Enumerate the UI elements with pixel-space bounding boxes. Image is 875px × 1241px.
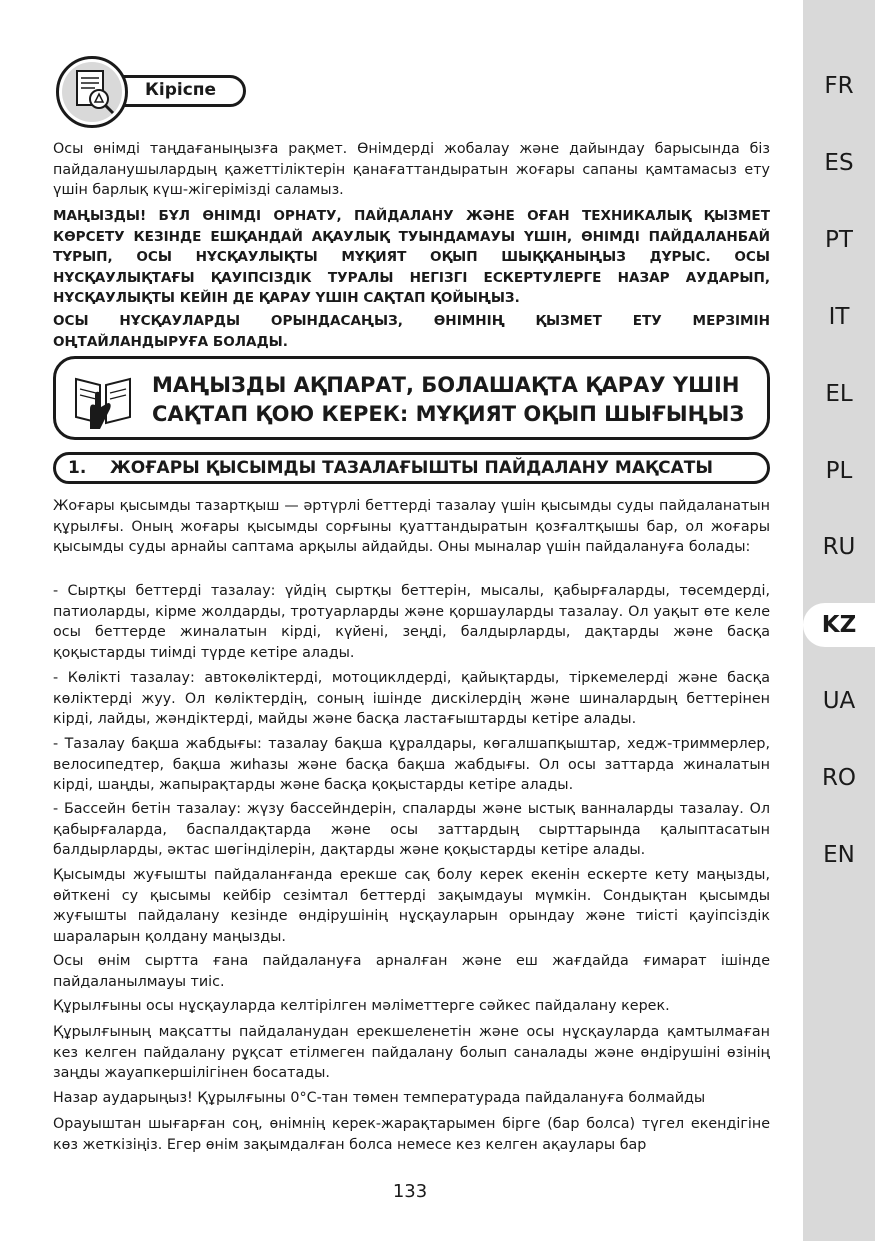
body-paragraph-3: - Көлікті тазалау: автокөліктерді, мотоциклдерді, қайықтарды, тіркемелерді және басқа көліктерді жуу. Ол көліктердің, соның ішінде дискілердің және шиналардың беттерінен кірді, лайды, жәндіктерді, майды және басқа ластағыштарды кетіре алады.: [53, 670, 770, 728]
body-paragraph-2: - Сыртқы беттерді тазалау: үйдің сыртқы беттерін, мысалы, қабырғаларды, төсемдерді, патиоларды, кірме жолдарды, тротуарларды және қоршауларды тазалау. Ол уақыт өте келе осы беттерде жиналатын кірді, күйені, зеңді, балдырларды, дақтарды және басқа қоқыстарды тиімді түрде кетіре алады.: [53, 583, 770, 661]
language-sidebar: [803, 0, 875, 1241]
important-info-banner: [53, 356, 770, 440]
lang-tab-el[interactable]: EL: [825, 381, 853, 407]
section-1-heading: [53, 452, 770, 484]
lang-tab-ua[interactable]: UA: [822, 688, 856, 714]
lang-tab-es[interactable]: ES: [824, 150, 854, 176]
intro-paragraph: Осы өнімді таңдағаныңызға рақмет. Өнімдерді жобалау және дайындау барысында біз пайдаланушылардың қажеттіліктерін қанағаттандыратын жоғары сапаны қамтамасыз ету үшін барлық күш-жігерімізді саламыз.: [53, 141, 770, 199]
important-notice: МАҢЫЗДЫ! БҰЛ ӨНІМДІ ОРНАТУ, ПАЙДАЛАНУ ЖӘНЕ ОҒАН ТЕХНИКАЛЫҚ ҚЫЗМЕТ КӨРСЕТУ КЕЗІНДЕ ЕШҚАНДАЙ АҚАУЛЫҚ ТУЫНДАМАУЫ ҮШІН, ӨНІМДІ ПАЙДАЛАНБАЙ ТҰРЫП, ОСЫ НҰСҚАУЛЫҚТЫ МҰҚИЯТ ОҚЫП ШЫҚҚАНЫҢЫЗ ДҰРЫС. ОСЫ НҰСҚАУЛЫҚТАҒЫ ҚАУІПСІЗДІК ТУРАЛЫ НЕГІЗГІ ЕСКЕРТУЛЕРГЕ НАЗАР АУДАРЫП, НҰСҚАУЛЫҚТЫ КЕЙІН ДЕ ҚАРАУ ҮШІН САҚТАП ҚОЙЫҢЫЗ.: [53, 208, 770, 307]
body-paragraph-5: - Бассейн бетін тазалау: жүзу бассейндерін, спаларды және ыстық ванналарды тазалау. Ол қабырғаларда, баспалдақтарда және осы заттардың сырттарында қалыптасатын балдырларды, әктас шөгінділерін, дақтарды және қоқыстарды кетіре алады.: [53, 801, 770, 859]
page-number: 133: [392, 1181, 428, 1202]
body-paragraph-9: Құрылғының мақсатты пайдаланудан ерекшеленетін және осы нұсқауларда қамтылмаған кез келген пайдалану рұқсат етілмеген пайдалану болып саналады және өндірушіні өзінің заңды жауапкершілігінен босатады.: [53, 1024, 770, 1082]
document-warning-icon: [56, 56, 128, 128]
body-paragraph-6: Қысымды жуғышты пайдаланғанда ерекше сақ болу керек екенін ескерте кету маңызды, өйткені су қысымы кейбір сезімтал беттерді зақымдауы мүмкін. Сондықтан қысымды жуғышты пайдалану кезінде өндірушінің нұсқауларын орындау және тиісті қауіпсіздік шараларын қолдану маңызды.: [53, 867, 770, 945]
lang-tab-ro[interactable]: RO: [821, 765, 857, 791]
lang-tab-ru[interactable]: RU: [822, 534, 856, 560]
service-life-notice: ОСЫ НҰСҚАУЛАРДЫ ОРЫНДАСАҢЫЗ, ӨНІМНІҢ ҚЫЗМЕТ ЕТУ МЕРЗІМІН ОҢТАЙЛАНДЫРУҒА БОЛАДЫ.: [53, 313, 770, 350]
body-paragraph-8: Құрылғыны осы нұсқауларда келтірілген мәліметтерге сәйкес пайдалану керек.: [53, 998, 670, 1014]
body-paragraph-4: - Тазалау бақша жабдығы: тазалау бақша құралдары, көгалшапқыштар, хедж-триммерлер, велосипедтер, бақша жиһазы және басқа бақша жабдығы. Ол осы заттарда жиналатын кірді, шаңды, жапырақтарды және басқа қоқыстарды кетіре алады.: [53, 736, 770, 794]
banner-line-2: САҚТАП ҚОЮ КЕРЕК: МҰҚИЯТ ОҚЫП ШЫҒЫҢЫЗ: [152, 402, 745, 426]
body-paragraph-1: Жоғары қысымды тазартқыш — әртүрлі беттерді тазалау үшін қысымды суды пайдаланатын құрылғы. Оның жоғары қысымды сорғыны қуаттандыратын қозғалтқышы бар, ол жоғары қысымды суды арнайы саптама арқылы айдайды. Оны мыналар үшін пайдалануға болады:: [53, 498, 770, 556]
banner-line-1: МАҢЫЗДЫ АҚПАРАТ, БОЛАШАҚТА ҚАРАУ ҮШІН: [152, 373, 740, 397]
lang-tab-fr[interactable]: FR: [824, 73, 854, 99]
section-1-title: 1. ЖОҒАРЫ ҚЫСЫМДЫ ТАЗАЛАҒЫШТЫ ПАЙДАЛАНУ МАҚСАТЫ: [68, 458, 714, 478]
lang-tab-it[interactable]: IT: [828, 304, 850, 330]
body-paragraph-10: Назар аударыңыз! Құрылғыны 0°C-тан төмен температурада пайдалануға болмайды: [53, 1090, 706, 1106]
read-manual-icon: [70, 365, 136, 431]
lang-tab-pt[interactable]: PT: [825, 227, 853, 253]
lang-tab-en[interactable]: EN: [823, 842, 855, 868]
lang-tab-kz-active[interactable]: KZ: [803, 603, 875, 647]
lang-tab-pl[interactable]: PL: [825, 458, 853, 484]
banner-title: [152, 371, 744, 429]
body-paragraph-11: Орауыштан шығарған соң, өнімнің керек-жарақтарымен бірге (бар болса) түгел екендігіне көз жеткізіңіз. Егер өнім зақымдалған болса немесе кез келген ақаулары бар: [53, 1116, 770, 1153]
body-paragraph-7: Осы өнім сыртта ғана пайдалануға арналған және еш жағдайда ғимарат ішінде пайдаланылмауы тиіс.: [53, 953, 770, 990]
section-header-title: Кіріспе: [145, 80, 217, 100]
